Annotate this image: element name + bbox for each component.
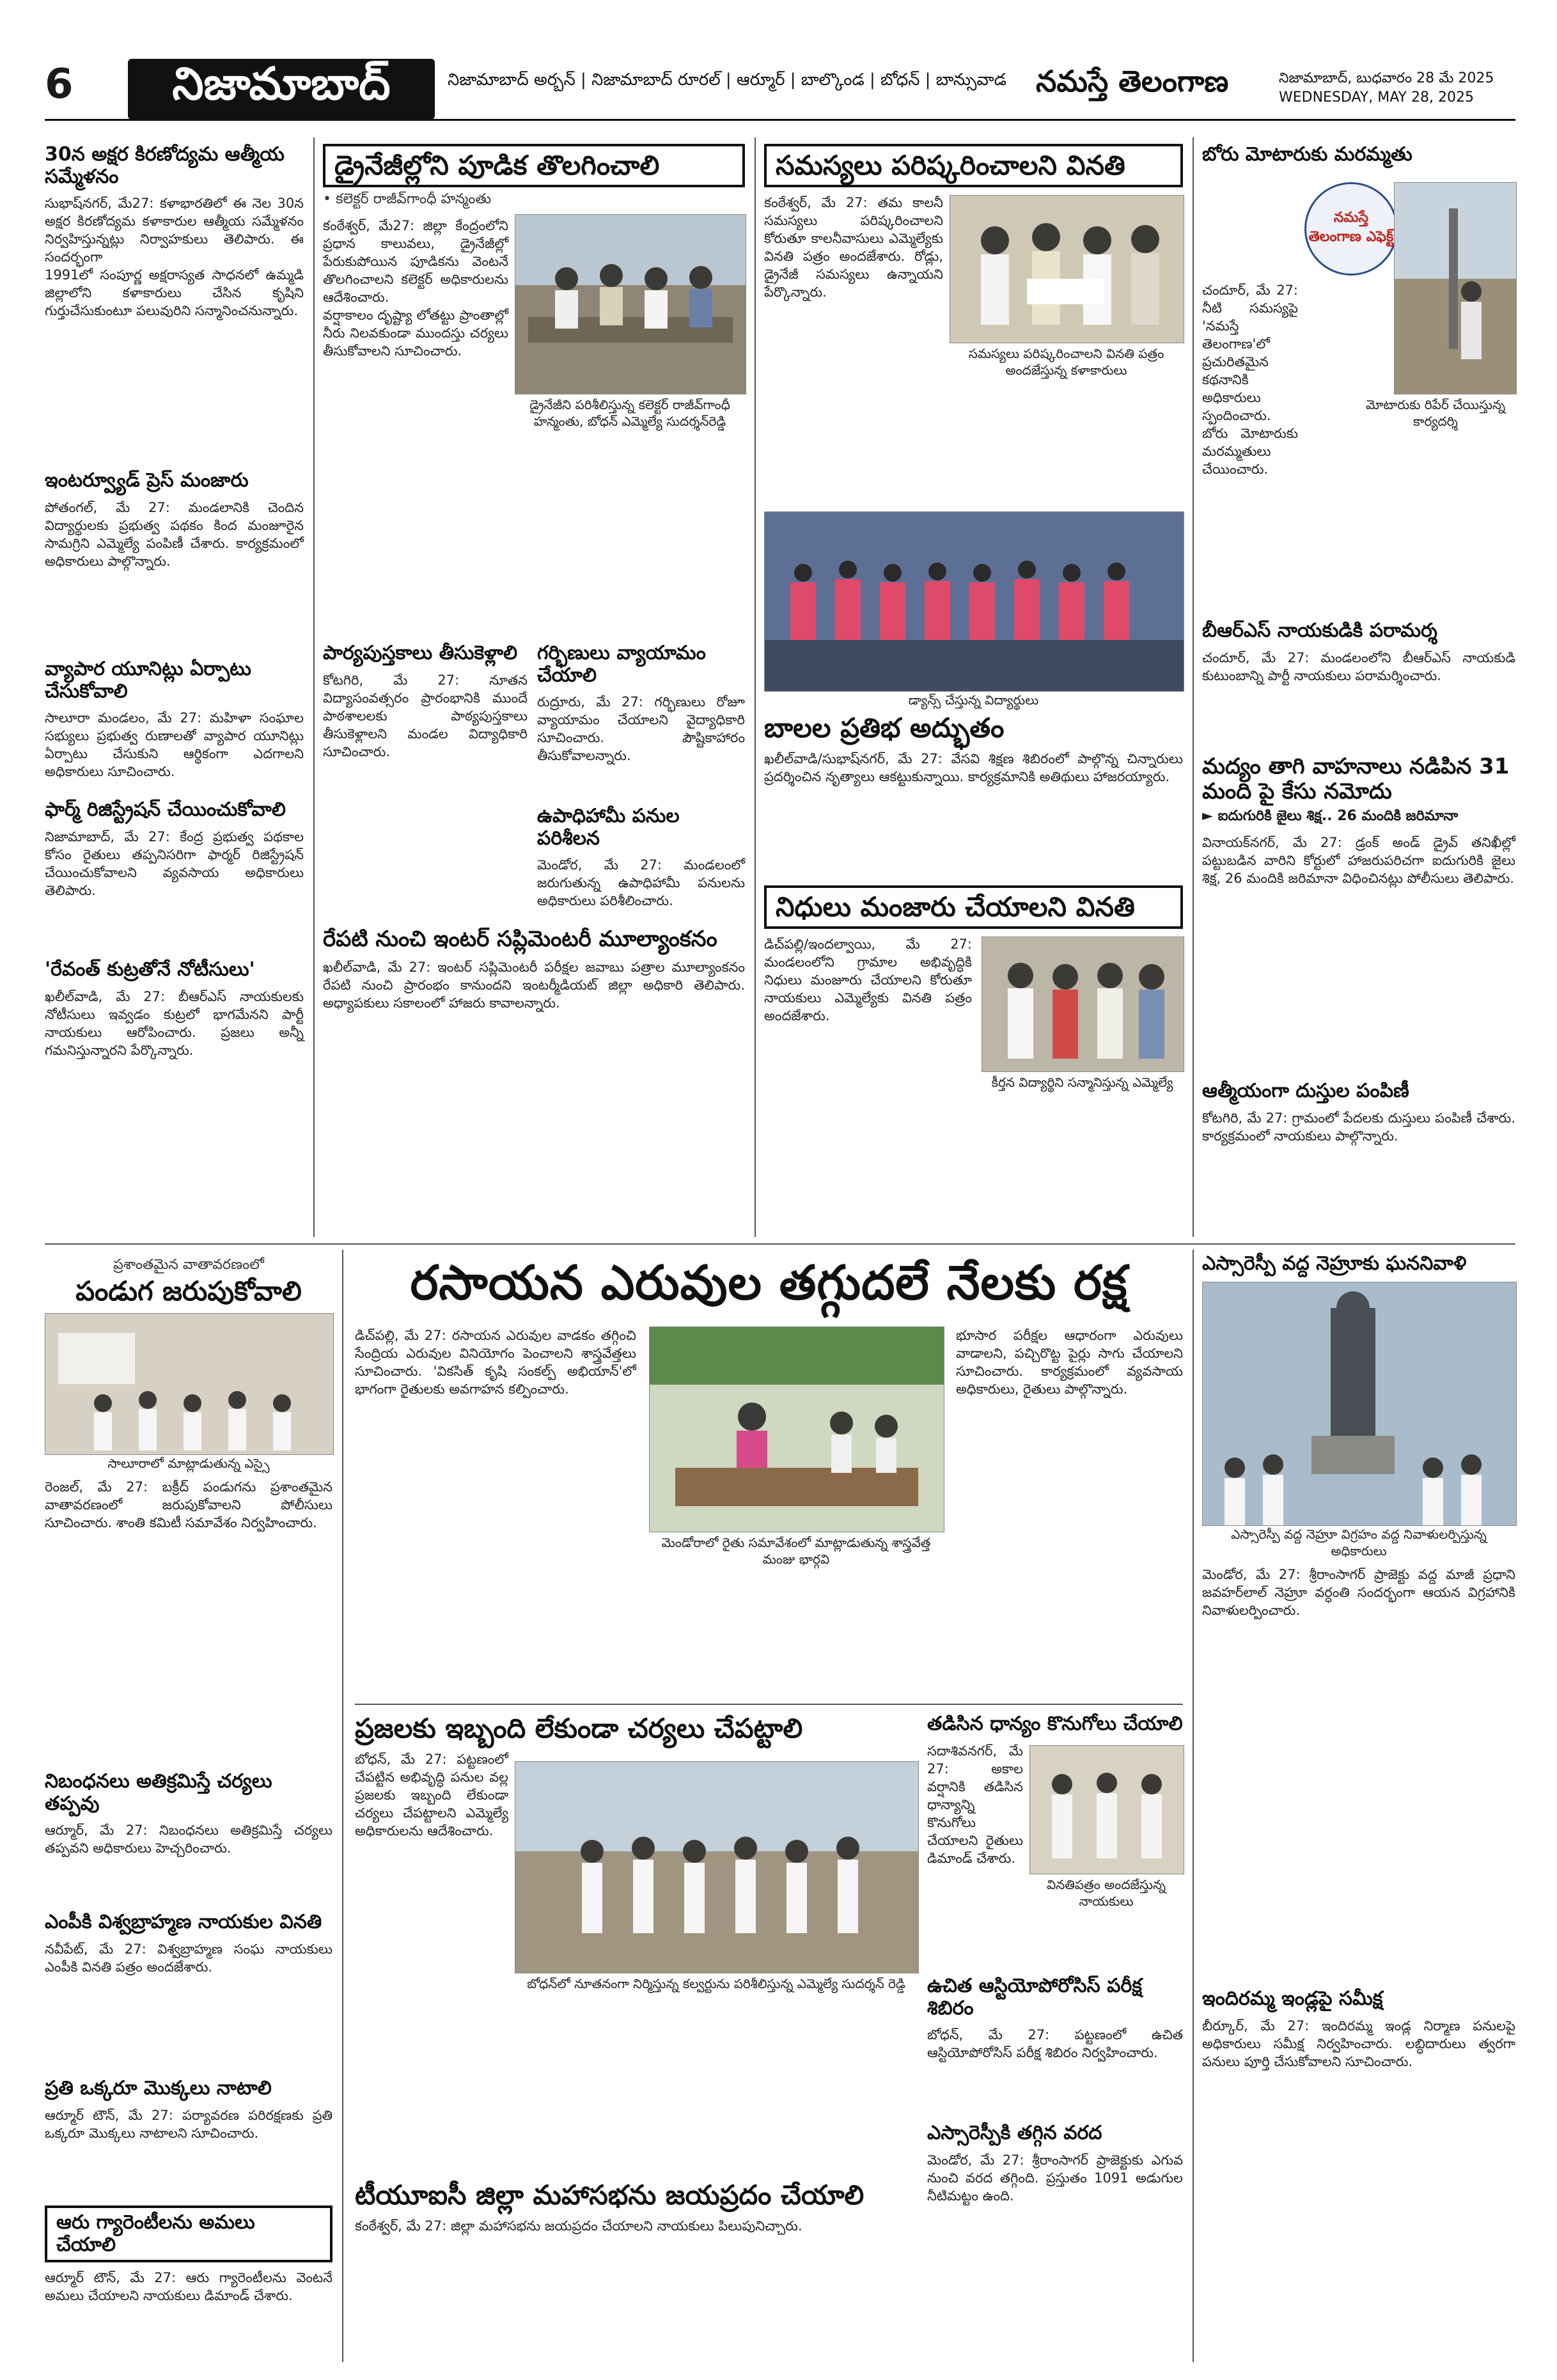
- article-bullet: ► ఐదుగురికి జైలు శిక్ష.. 26 మందికి జరిమానా: [1202, 808, 1459, 825]
- article-chemical-fertilizers: [355, 1256, 1183, 1697]
- article-body: [537, 856, 745, 910]
- column-rule: [342, 1250, 343, 2362]
- article-headline: ఆరు గ్యారెంటీలను అమలు చేయాలి: [45, 2205, 333, 2262]
- article-inter-supplementary: [323, 927, 745, 1227]
- article-revanth-notices: [45, 959, 304, 1227]
- article-body: [45, 194, 304, 320]
- article-headline: ప్రతి ఒక్కరూ మొక్కలు నాటాలి: [45, 2077, 272, 2099]
- paragraph: మెండోర, మే 27: శ్రీరాంసాగర్ ప్రాజెక్టుకు ఎగువ నుంచి వరద తగ్గింది. ప్రస్తుతం 1091 అడుగుల నీటిమట్టం ఉంది.: [927, 2152, 1183, 2204]
- article-headline: నిబంధనలు అతిక్రమిస్తే చర్యలు తప్పవు: [45, 1770, 272, 1815]
- paragraph: ఖలీల్‌వాడి, మే 27: ఇంటర్ సప్లిమెంటరీ పరీక్షల జవాబు పత్రాల మూల్యాంకనం రేపటి నుంచి ప్రారంభం కానుందని ఇంటర్మీడియట్ జిల్లా అధికారి తెలిపారు. అధ్యాపకులు సకాలంలో హాజరు కావాలన్నారు.: [323, 960, 745, 1011]
- paragraph: రుద్రూరు, మే 27: గర్భిణులు రోజూ వ్యాయామం చేయాలని వైద్యాధికారి సూచించారు. పౌష్టికాహారం తీసుకోవాలన్నారు.: [537, 694, 745, 763]
- article-bore-motor-repair: [1202, 144, 1515, 604]
- section-rule: [45, 1243, 1515, 1245]
- article-headline: బీఆర్‌ఎస్ నాయకుడికి పరామర్శ: [1202, 619, 1437, 642]
- meeting-photo-graphic: [45, 1314, 333, 1454]
- article-body: [1202, 1566, 1515, 1619]
- article-headline: గర్భిణులు వ్యాయామం చేయాలి: [537, 642, 706, 687]
- paragraph: సుభాష్‌నగర్, మే27: కళాభారతిలో ఈ నెల 30న అక్షర కిరణోద్యమ కళాకారుల ఆత్మీయ సమ్మేళనం నిర్వహిస్తున్నట్లు నిర్వాహకులు తెలిపారు. ఈ సందర్భంగా: [45, 196, 304, 265]
- article-interview-press: [45, 470, 304, 598]
- article-business-units: [45, 658, 304, 799]
- article-body: [45, 1940, 333, 1976]
- newspaper-brand: నమస్తే తెలంగాణ: [1036, 64, 1229, 98]
- masthead-rule: [45, 119, 1515, 121]
- paragraph: వర్షాకాలం దృష్ట్యా లోతట్టు ప్రాంతాల్లో నీరు నిలవకుండా ముందస్తు చర్యలు తీసుకోవాలని సూచించారు.: [323, 307, 508, 359]
- article-plant-trees: [45, 2078, 333, 2199]
- paragraph: కోటగిరి, మే 27: గ్రామంలో పేదలకు దుస్తులు పంపిణీ చేశారు. కార్యక్రమంలో నాయకులు పాల్గొన్నారు.: [1202, 1110, 1515, 1144]
- edition-list: నిజామాబాద్ అర్బన్ | నిజామాబాద్ రూరల్ | ఆర్మూర్ | బాల్కొండ | బోధన్ | బాన్సువాడ: [448, 70, 1006, 89]
- photo-caption: సమస్యలు పరిష్కరించాలని వినతి పత్రం అందజేస్తున్న కళాకారులు: [968, 346, 1164, 378]
- date-telugu: నిజామాబాద్, బుధవారం 28 మే 2025: [1279, 70, 1494, 86]
- article-headline: బోరు మోటారుకు మరమ్మతు: [1202, 143, 1412, 166]
- meeting-photo: [45, 1313, 334, 1455]
- paragraph: చందూర్, మే 27: మండలంలోని బీఆర్‌ఎస్ నాయకుడి కుటుంబాన్ని పార్టీ నాయకులు పరామర్శించారు.: [1202, 649, 1515, 683]
- nehru-statue-photo-graphic: [1203, 1282, 1516, 1525]
- badge-text: నమస్తే తెలంగాణ ఎఫెక్ట్: [1308, 210, 1394, 245]
- article-headline: తడిసిన ధాన్యం కొనుగోలు చేయాలి: [927, 1713, 1183, 1735]
- article-aksharakiranam: [45, 143, 304, 318]
- article-headline: ఎంపీకి విశ్వబ్రాహ్మణ నాయకుల వినతి: [45, 1911, 322, 1933]
- article-body: [537, 693, 745, 765]
- paragraph: 1991లో సంపూర్ణ అక్షరాస్యత సాధనలో ఉమ్మడి జిల్లాలోని కళాకారులు చేసిన కృషిని గుర్తుచేసుకుంటూ పలువురిని సన్మానించనున్నారు.: [45, 267, 304, 318]
- article-body: [355, 1326, 636, 1398]
- article-body: [927, 1742, 1023, 1867]
- bore-motor-photo-graphic: [1395, 183, 1516, 394]
- article-nrega-inspection: [537, 805, 745, 921]
- paragraph: మెండోర, మే 27: మండలంలో జరుగుతున్న ఉపాధిహామీ పనులను అధికారులు పరిశీలించారు.: [537, 857, 745, 908]
- photo-caption: మోటారుకు రిపేర్ చేయిస్తున్న కార్యదర్శి: [1365, 397, 1506, 429]
- article-headline: బాలల ప్రతిభ అద్భుతం: [764, 712, 1005, 743]
- article-body: [45, 828, 304, 899]
- masthead: [0, 0, 1557, 121]
- dance-photo: [764, 511, 1184, 692]
- article-body: [956, 1326, 1183, 1398]
- article-farmer-registration: [45, 799, 304, 953]
- felicitation-photo-graphic: [982, 937, 1184, 1071]
- article-body: [1202, 834, 1515, 887]
- bore-motor-photo: [1394, 182, 1517, 394]
- paragraph: పోతంగల్, మే 27: మండలానికి చెందిన విద్యార్థులకు ప్రభుత్వ పథకం కింద మంజూరైన సామగ్రిని ఎమ్మెల్యే పంపిణీ చేశారు. కార్యక్రమంలో అధికారులు పాల్గొన్నారు.: [45, 499, 304, 569]
- article-headline: 30న అక్షర కిరణోద్యమ ఆత్మీయ సమ్మేళనం: [45, 143, 285, 188]
- article-funds-petition: [764, 885, 1183, 1231]
- article-body: [764, 750, 1183, 786]
- paragraph: మెండోర, మే 27: శ్రీరాంసాగర్ ప్రాజెక్టు వద్ద మాజీ ప్రధాని జవహర్‌లాల్ నెహ్రూ వర్ధంతి సందర్భంగా ఆయన విగ్రహానికి నివాళులర్పించారు.: [1202, 1566, 1515, 1618]
- paragraph: సాలూరా మండలం, మే 27: మహిళా సంఘాల సభ్యులు ప్రభుత్వ రుణాలతో వ్యాపార యూనిట్లు ఏర్పాటు చేసుకుని ఆర్థికంగా ఎదగాలని అధికారులు సూచించారు.: [45, 710, 304, 779]
- article-headline: వ్యాపార యూనిట్లు ఏర్పాటు చేసుకోవాలి: [45, 658, 251, 703]
- paragraph: నిజామాబాద్, మే 27: కేంద్ర ప్రభుత్వ పథకాల కోసం రైతులు తప్పనిసరిగా ఫార్మర్ రిజిస్ట్రేషన్ చేయించుకోవాలని వ్యవసాయ అధికారులు తెలిపారు.: [45, 828, 304, 898]
- article-no-inconvenience: [355, 1713, 918, 2174]
- column-rule: [1193, 137, 1194, 1237]
- farmer-meeting-photo: [649, 1326, 944, 1532]
- article-tuic-conference: [355, 2180, 918, 2359]
- article-headline: నిధులు మంజారు చేయాలని వినతి: [764, 885, 1183, 929]
- article-body: [355, 1750, 508, 1840]
- article-body: [45, 1478, 333, 1532]
- paragraph: బీర్కూర్, మే 27: ఇందిరమ్మ ఇండ్ల నిర్మాణ పనులపై అధికారులు సమీక్ష నిర్వహించారు. లబ్ధిదారులు త్వరగా పనులు పూర్తి చేసుకోవాలని సూచించారు.: [1202, 2018, 1515, 2069]
- article-headline: ఎస్సారెస్పీ వద్ద నెహ్రూకు ఘననివాళి: [1202, 1252, 1467, 1275]
- article-body: [764, 935, 972, 1025]
- kicker-text: కలెక్టర్ రాజీవ్‌గాంధీ హన్మంతు: [335, 191, 492, 208]
- article-body: [45, 2106, 333, 2142]
- article-textbooks: [323, 642, 528, 911]
- section-rule: [355, 1704, 1183, 1705]
- article-body: [323, 671, 528, 761]
- paragraph: నవీపేట్, మే 27: విశ్వబ్రాహ్మణ సంఘ నాయకులు ఎంపీకి వినతి పత్రం అందజేశారు.: [45, 1941, 333, 1975]
- paragraph: రెంజల్, మే 27: బక్రీద్ పండుగను ప్రశాంతమైన వాతావరణంలో జరుపుకోవాలని పోలీసులు సూచించారు. శాంతి కమిటీ సమావేశం నిర్వహించారు.: [45, 1479, 333, 1531]
- article-wet-grain: [927, 1713, 1183, 1969]
- edition-title: నిజామాబాద్: [128, 59, 435, 120]
- grain-petition-photo: [1029, 1745, 1184, 1874]
- article-headline: ఉపాధిహామీ పనుల పరిశీలన: [537, 805, 680, 850]
- article-drainage-desilting: [323, 144, 745, 636]
- petition-photo: [950, 195, 1184, 343]
- paragraph: కోటగిరి, మే 27: నూతన విద్యాసంవత్సరం ప్రారంభానికి ముందే పాఠశాలలకు పాఠ్యపుస్తకాలు తీసుకెళ్లాలని మండల విద్యాధికారి సూచించారు.: [323, 672, 528, 759]
- paragraph: చందూర్, మే 27: నీటి సమస్యపై 'నమస్తే తెలంగాణ'లో ప్రచురితమైన కథనానికి అధికారులు స్పందించారు. బోరు మోటారుకు మరమ్మతులు చేయించారు.: [1202, 282, 1298, 477]
- article-drunk-driving: [1202, 754, 1515, 1055]
- paragraph: కంఠేశ్వర్, మే27: జిల్లా కేంద్రంలోని ప్రధాన కాలువలు, డ్రైనేజీల్లో పేరుకుపోయిన పూడికను వెంటనే తొలగించాలని కలెక్టర్ అధికారులను ఆదేశించారు.: [323, 218, 508, 306]
- article-headline: డ్రైనేజీల్లోని పూడిక తొలగించాలి: [323, 144, 745, 187]
- photo-caption: ఎస్సారెస్పీ వద్ద నెహ్రూ విగ్రహం వద్ద నివాళులర్పిస్తున్న అధికారులు: [1231, 1526, 1487, 1559]
- paragraph: ఆర్మూర్, మే 27: నిబంధనలు అతిక్రమిస్తే చర్యలు తప్పవని అధికారులు హెచ్చరించారు.: [45, 1823, 333, 1856]
- paragraph: సదాశివనగర్, మే 27: అకాల వర్షానికి తడిసిన ధాన్యాన్ని కొనుగోలు చేయాలని రైతులు డిమాండ్ చేశారు.: [927, 1743, 1023, 1866]
- namaste-telangana-effect-badge: [1304, 182, 1398, 276]
- article-indiramma-houses: [1202, 1988, 1515, 2359]
- drainage-photo-graphic: [515, 215, 746, 394]
- article-headline: సమస్యలు పరిష్కరించాలని వినతి: [764, 144, 1183, 187]
- bullet-text: ఐదుగురికి జైలు శిక్ష.. 26 మందికి జరిమానా: [1217, 808, 1459, 825]
- article-headline: ఇందిరమ్మ ఇండ్లపై సమీక్ష: [1202, 1987, 1383, 2010]
- article-body: [927, 2151, 1183, 2205]
- paragraph: బోధన్, మే 27: పట్టణంలో ఉచిత ఆస్టియోపోరోసిస్ పరీక్ష శిబిరం నిర్వహించారు.: [927, 2027, 1183, 2060]
- article-headline: ప్రజలకు ఇబ్బంది లేకుండా చర్యలు చేపట్టాలి: [355, 1713, 803, 1744]
- paragraph: ఆర్మూర్ టౌన్, మే 27: ఆరు గ్యారెంటీలను వెంటనే అమలు చేయాలని నాయకులు డిమాండ్ చేశారు.: [45, 2270, 333, 2303]
- column-rule: [313, 137, 315, 1237]
- date-english: WEDNESDAY, MAY 28, 2025: [1279, 89, 1474, 105]
- article-headline: ఫార్మ్ రిజిస్ట్రేషన్ చేయించుకోవాలి: [45, 798, 286, 821]
- dance-photo-graphic: [765, 512, 1184, 691]
- drainage-photo: [515, 214, 746, 394]
- paragraph: కంఠేశ్వర్, మే 27: తమ కాలనీ సమస్యలు పరిష్కరించాలని కోరుతూ కాలనీవాసులు ఎమ్మెల్యేకు వినతి పత్రం అందజేశారు. రోడ్లు, డ్రైనేజీ సమస్యలు ఉన్నాయని పేర్కొన్నారు.: [764, 195, 943, 300]
- photo-caption: మెండోరాలో రైతు సమావేశంలో మాట్లాడుతున్న శాస్త్రవేత్త మంజు భార్గవి: [661, 1535, 931, 1567]
- paragraph: ఖలీల్‌వాడి/సుభాష్‌నగర్, మే 27: వేసవి శిక్షణ శిబిరంలో పాల్గొన్న చిన్నారులు ప్రదర్శించిన నృత్యాలు ఆకట్టుకున్నాయి. కార్యక్రమానికి అతిథులు హాజరయ్యారు.: [764, 751, 1183, 785]
- article-body: [355, 2217, 918, 2235]
- article-headline: పార్యపుస్తకాలు తీసుకెళ్లాలి: [323, 642, 518, 664]
- photo-caption: సాలూరాలో మాట్లాడుతున్న ఎస్సై: [107, 1456, 270, 1472]
- column-rule: [1193, 1250, 1194, 2362]
- paragraph: డిచ్‌పల్లి/ఇందల్వాయి, మే 27: మండలంలోని గ్రామాల అభివృద్ధికి నిధులు మంజూరు చేయాలని కోరుతూ నాయకులు ఎమ్మెల్యేకు వినతి పత్రం అందజేశారు.: [764, 937, 972, 1024]
- article-headline: మద్యం తాగి వాహనాలు నడిపిన 31 మంది పై కేసు నమోదు: [1202, 754, 1510, 805]
- photo-caption: డ్యాన్స్ చేస్తున్న విద్యార్థులు: [908, 692, 1039, 708]
- article-six-guarantees: [45, 2205, 333, 2359]
- article-body: [1202, 281, 1298, 478]
- felicitation-photo: [982, 937, 1184, 1072]
- article-rules-violation: [45, 1771, 333, 1899]
- article-headline: 'రేవంత్ కుట్రతోనే నోటీసులు': [45, 958, 255, 981]
- article-headline: రేపటి నుంచి ఇంటర్ సప్లిమెంటరీ మూల్యాంకనం: [323, 926, 717, 952]
- article-body: [45, 499, 304, 570]
- paragraph: ఆర్మూర్ టౌన్, మే 27: పర్యావరణ పరిరక్షణకు ప్రతి ఒక్కరూ మొక్కలు నాటాలని సూచించారు.: [45, 2107, 333, 2141]
- article-headline: ఆత్మీయంగా దుస్తుల పంపిణీ: [1202, 1080, 1409, 1102]
- paragraph: భూసార పరీక్షల ఆధారంగా ఎరువులు వాడాలని, పచ్చిరొట్ట పైర్లు సాగు చేయాలని సూచించారు. కార్యక్రమంలో వ్యవసాయ అధికారులు, రైతులు పాల్గొన్నారు.: [956, 1328, 1183, 1397]
- article-body: [1202, 649, 1515, 685]
- article-osteoporosis-camp: [927, 1975, 1183, 2116]
- paragraph: వినాయక్‌నగర్, మే 27: డ్రంక్ అండ్ డ్రైవ్ తనిఖీల్లో పట్టుబడిన వారిని కోర్టులో హాజరుపరిచగా ఐదుగురికి జైలు శిక్ష, 26 మందికి జరిమానా విధించినట్లు పోలీసులు తెలిపారు.: [1202, 835, 1515, 887]
- article-headline: ఇంటర్వ్యూడ్ ప్రెస్ మంజారు: [45, 469, 249, 492]
- culvert-inspection-photo-graphic: [515, 1762, 918, 1973]
- article-body: [1202, 2017, 1515, 2071]
- article-children-talent: [764, 713, 1183, 879]
- article-festival-peace: [45, 1253, 333, 1637]
- article-headline: పండుగ జరుపుకోవాలి: [75, 1275, 302, 1307]
- article-colony-petition: [764, 144, 1183, 502]
- article-body: [927, 2026, 1183, 2062]
- article-pregnant-exercise: [537, 642, 745, 802]
- article-body: [323, 217, 508, 360]
- nehru-statue-photo: [1202, 1282, 1517, 1526]
- article-kicker: ప్రశాంతమైన వాతావరణంలో: [113, 1257, 264, 1273]
- article-headline: రసాయన ఎరువుల తగ్గుదలే నేలకు రక్ష: [410, 1256, 1128, 1311]
- article-clothes-distribution: [1202, 1080, 1515, 1234]
- grain-petition-photo-graphic: [1030, 1746, 1184, 1874]
- farmer-meeting-photo-graphic: [650, 1327, 944, 1532]
- culvert-inspection-photo: [515, 1761, 919, 1973]
- article-headline: ఎస్సారెస్పీకి తగ్గిన వరద: [927, 2122, 1102, 2144]
- article-body: [45, 1821, 333, 1857]
- article-body: [323, 958, 745, 1012]
- photo-caption: డ్రైనేజీని పరిశీలిస్తున్న కలెక్టర్ రాజీవ్‌గాంధీ హన్మంతు, బోధన్ ఎమ్మెల్యే సుదర్శన్‌రెడ్డి: [529, 397, 730, 429]
- photo-caption: బోధన్‌లో నూతనంగా నిర్మిస్తున్న కల్వర్టును పరిశీలిస్తున్న ఎమ్మెల్యే సుదర్శన్ రెడ్డి: [527, 1976, 905, 1991]
- paragraph: కంఠేశ్వర్, మే 27: జిల్లా మహాసభను జయప్రదం చేయాలని నాయకులు పిలుపునిచ్చారు.: [355, 2218, 802, 2234]
- photo-caption: కీర్తన విద్యార్థిని సన్మానిస్తున్న ఎమ్మెల్యే: [991, 1075, 1173, 1090]
- paragraph: డిచ్‌పల్లి, మే 27: రసాయన ఎరువుల వాడకం తగ్గించి సేంద్రియ ఎరువుల వినియోగం పెంచాలని శాస్త్రవేత్తలు సూచించారు. 'వికసిత్ కృషి సంకల్ప్ అభియాన్'లో భాగంగా రైతులకు అవగాహన కల్పించారు.: [355, 1328, 636, 1397]
- column-rule: [755, 137, 756, 1237]
- article-headline: టీయూఐసీ జిల్లా మహాసభను జయప్రదం చేయాలి: [355, 2179, 865, 2211]
- article-body: [45, 988, 304, 1059]
- article-headline: ఉచిత ఆస్టియోపోరోసిస్ పరీక్ష శిబిరం: [927, 1975, 1142, 2019]
- paragraph: బోధన్, మే 27: పట్టణంలో చేపట్టిన అభివృద్ధి పనుల వల్ల ప్రజలకు ఇబ్బంది లేకుండా చర్యలు చేపట్టాలని ఎమ్మెల్యే అధికారులను ఆదేశించారు.: [355, 1752, 508, 1839]
- photo-caption: వినతిపత్రం అందజేస్తున్న నాయకులు: [1047, 1877, 1166, 1909]
- page-number: 6: [45, 61, 74, 108]
- article-body: [764, 194, 943, 301]
- petition-photo-graphic: [950, 196, 1184, 343]
- article-body: [1202, 1109, 1515, 1145]
- paragraph: ఖలీల్‌వాడి, మే 27: బీఆర్‌ఎస్ నాయకులకు నోటీసులు ఇవ్వడం కుట్రలో భాగమేనని పార్టీ నాయకులు ఆరోపించారు. ప్రజలు అన్నీ గమనిస్తున్నారని పేర్కొన్నారు.: [45, 988, 304, 1058]
- article-brs-condolence: [1202, 620, 1515, 748]
- dateline: [1279, 69, 1528, 107]
- article-srsp-inflow: [927, 2122, 1183, 2269]
- article-body: [45, 709, 304, 781]
- article-body: [45, 2269, 333, 2305]
- article-vishwabrahmana: [45, 1911, 333, 2065]
- article-kicker: • కలెక్టర్ రాజీవ్‌గాంధీ హన్మంతు: [323, 191, 492, 208]
- article-nehru-tribute: [1202, 1253, 1515, 1982]
